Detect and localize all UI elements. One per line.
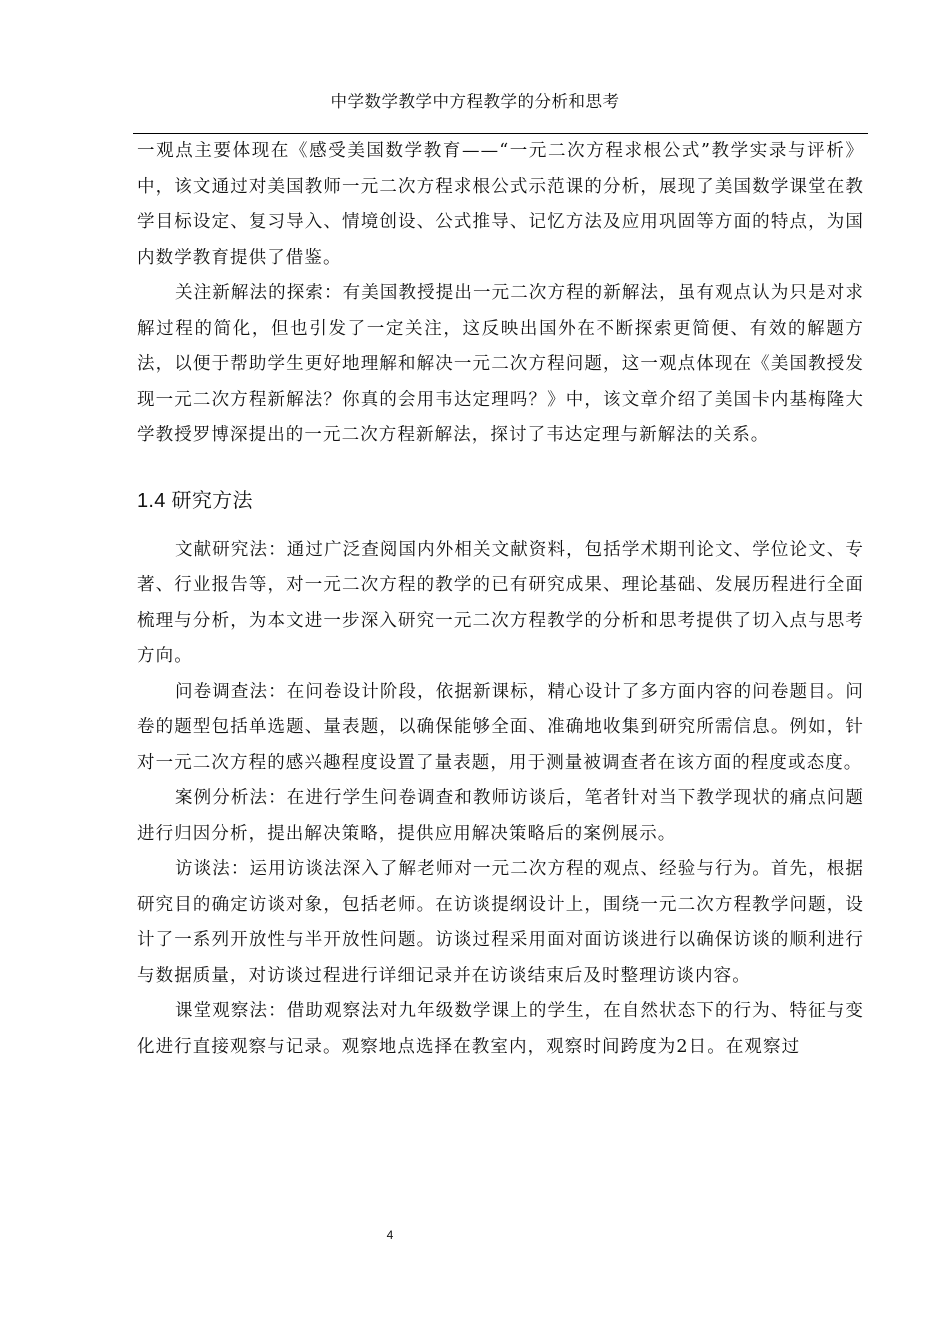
- paragraph-continued: 一观点主要体现在《感受美国数学教育——“一元二次方程求根公式”教学实录与评析》中，该文通过对美国教师一元二次方程求根公式示范课的分析，展现了美国数学课堂在教学目标设定、复习导入、情境创设、公式推导、记忆方法及应用巩固等方面的特点，为国内数学教育提供了借鉴。: [137, 141, 864, 268]
- section-heading-research-methods: 1.4 研究方法: [137, 489, 253, 512]
- body-text: [137, 134, 864, 1065]
- running-header-title: 中学数学教学中方程教学的分析和思考: [330, 92, 620, 111]
- paragraph-literature-research: 文献研究法：通过广泛查阅国内外相关文献资料，包括学术期刊论文、学位论文、专著、行业报告等，对一元二次方程的教学的已有研究成果、理论基础、发展历程进行全面梳理与分析，为本文进一步深入研究一元二次方程教学的分析和思考提供了切入点与思考方向。: [137, 539, 864, 666]
- page-number: 4: [386, 1228, 394, 1242]
- paragraph-case-analysis: 案例分析法：在进行学生问卷调查和教师访谈后，笔者针对当下教学现状的痛点问题进行归因分析，提出解决策略，提供应用解决策略后的案例展示。: [137, 788, 864, 844]
- paragraph-questionnaire-survey: 问卷调查法：在问卷设计阶段，依据新课标，精心设计了多方面内容的问卷题目。问卷的题型包括单选题、量表题，以确保能够全面、准确地收集到研究所需信息。例如，针对一元二次方程的感兴趣程度设置了量表题，用于测量被调查者在该方面的程度或态度。: [137, 681, 864, 773]
- paragraph-interview: 访谈法：运用访谈法深入了解老师对一元二次方程的观点、经验与行为。首先，根据研究目的确定访谈对象，包括老师。在访谈提纲设计上，围绕一元二次方程教学问题，设计了一系列开放性与半开放性问题。访谈过程采用面对面访谈进行以确保访谈的顺利进行与数据质量，对访谈过程进行详细记录并在访谈结束后及时整理访谈内容。: [137, 859, 864, 986]
- paragraph-classroom-observation: 课堂观察法：借助观察法对九年级数学课上的学生，在自然状态下的行为、特征与变化进行直接观察与记录。观察地点选择在教室内，观察时间跨度为2日。在观察过: [137, 1001, 864, 1057]
- paragraph-new-solution-method: 关注新解法的探索：有美国教授提出一元二次方程的新解法，虽有观点认为只是对求解过程的简化，但也引发了一定关注，这反映出国外在不断探索更简便、有效的解题方法，以便于帮助学生更好地理解和解决一元二次方程问题，这一观点体现在《美国教授发现一元二次方程新解法？你真的会用韦达定理吗？》中，该文章介绍了美国卡内基梅隆大学教授罗博深提出的一元二次方程新解法，探讨了韦达定理与新解法的关系。: [137, 283, 864, 445]
